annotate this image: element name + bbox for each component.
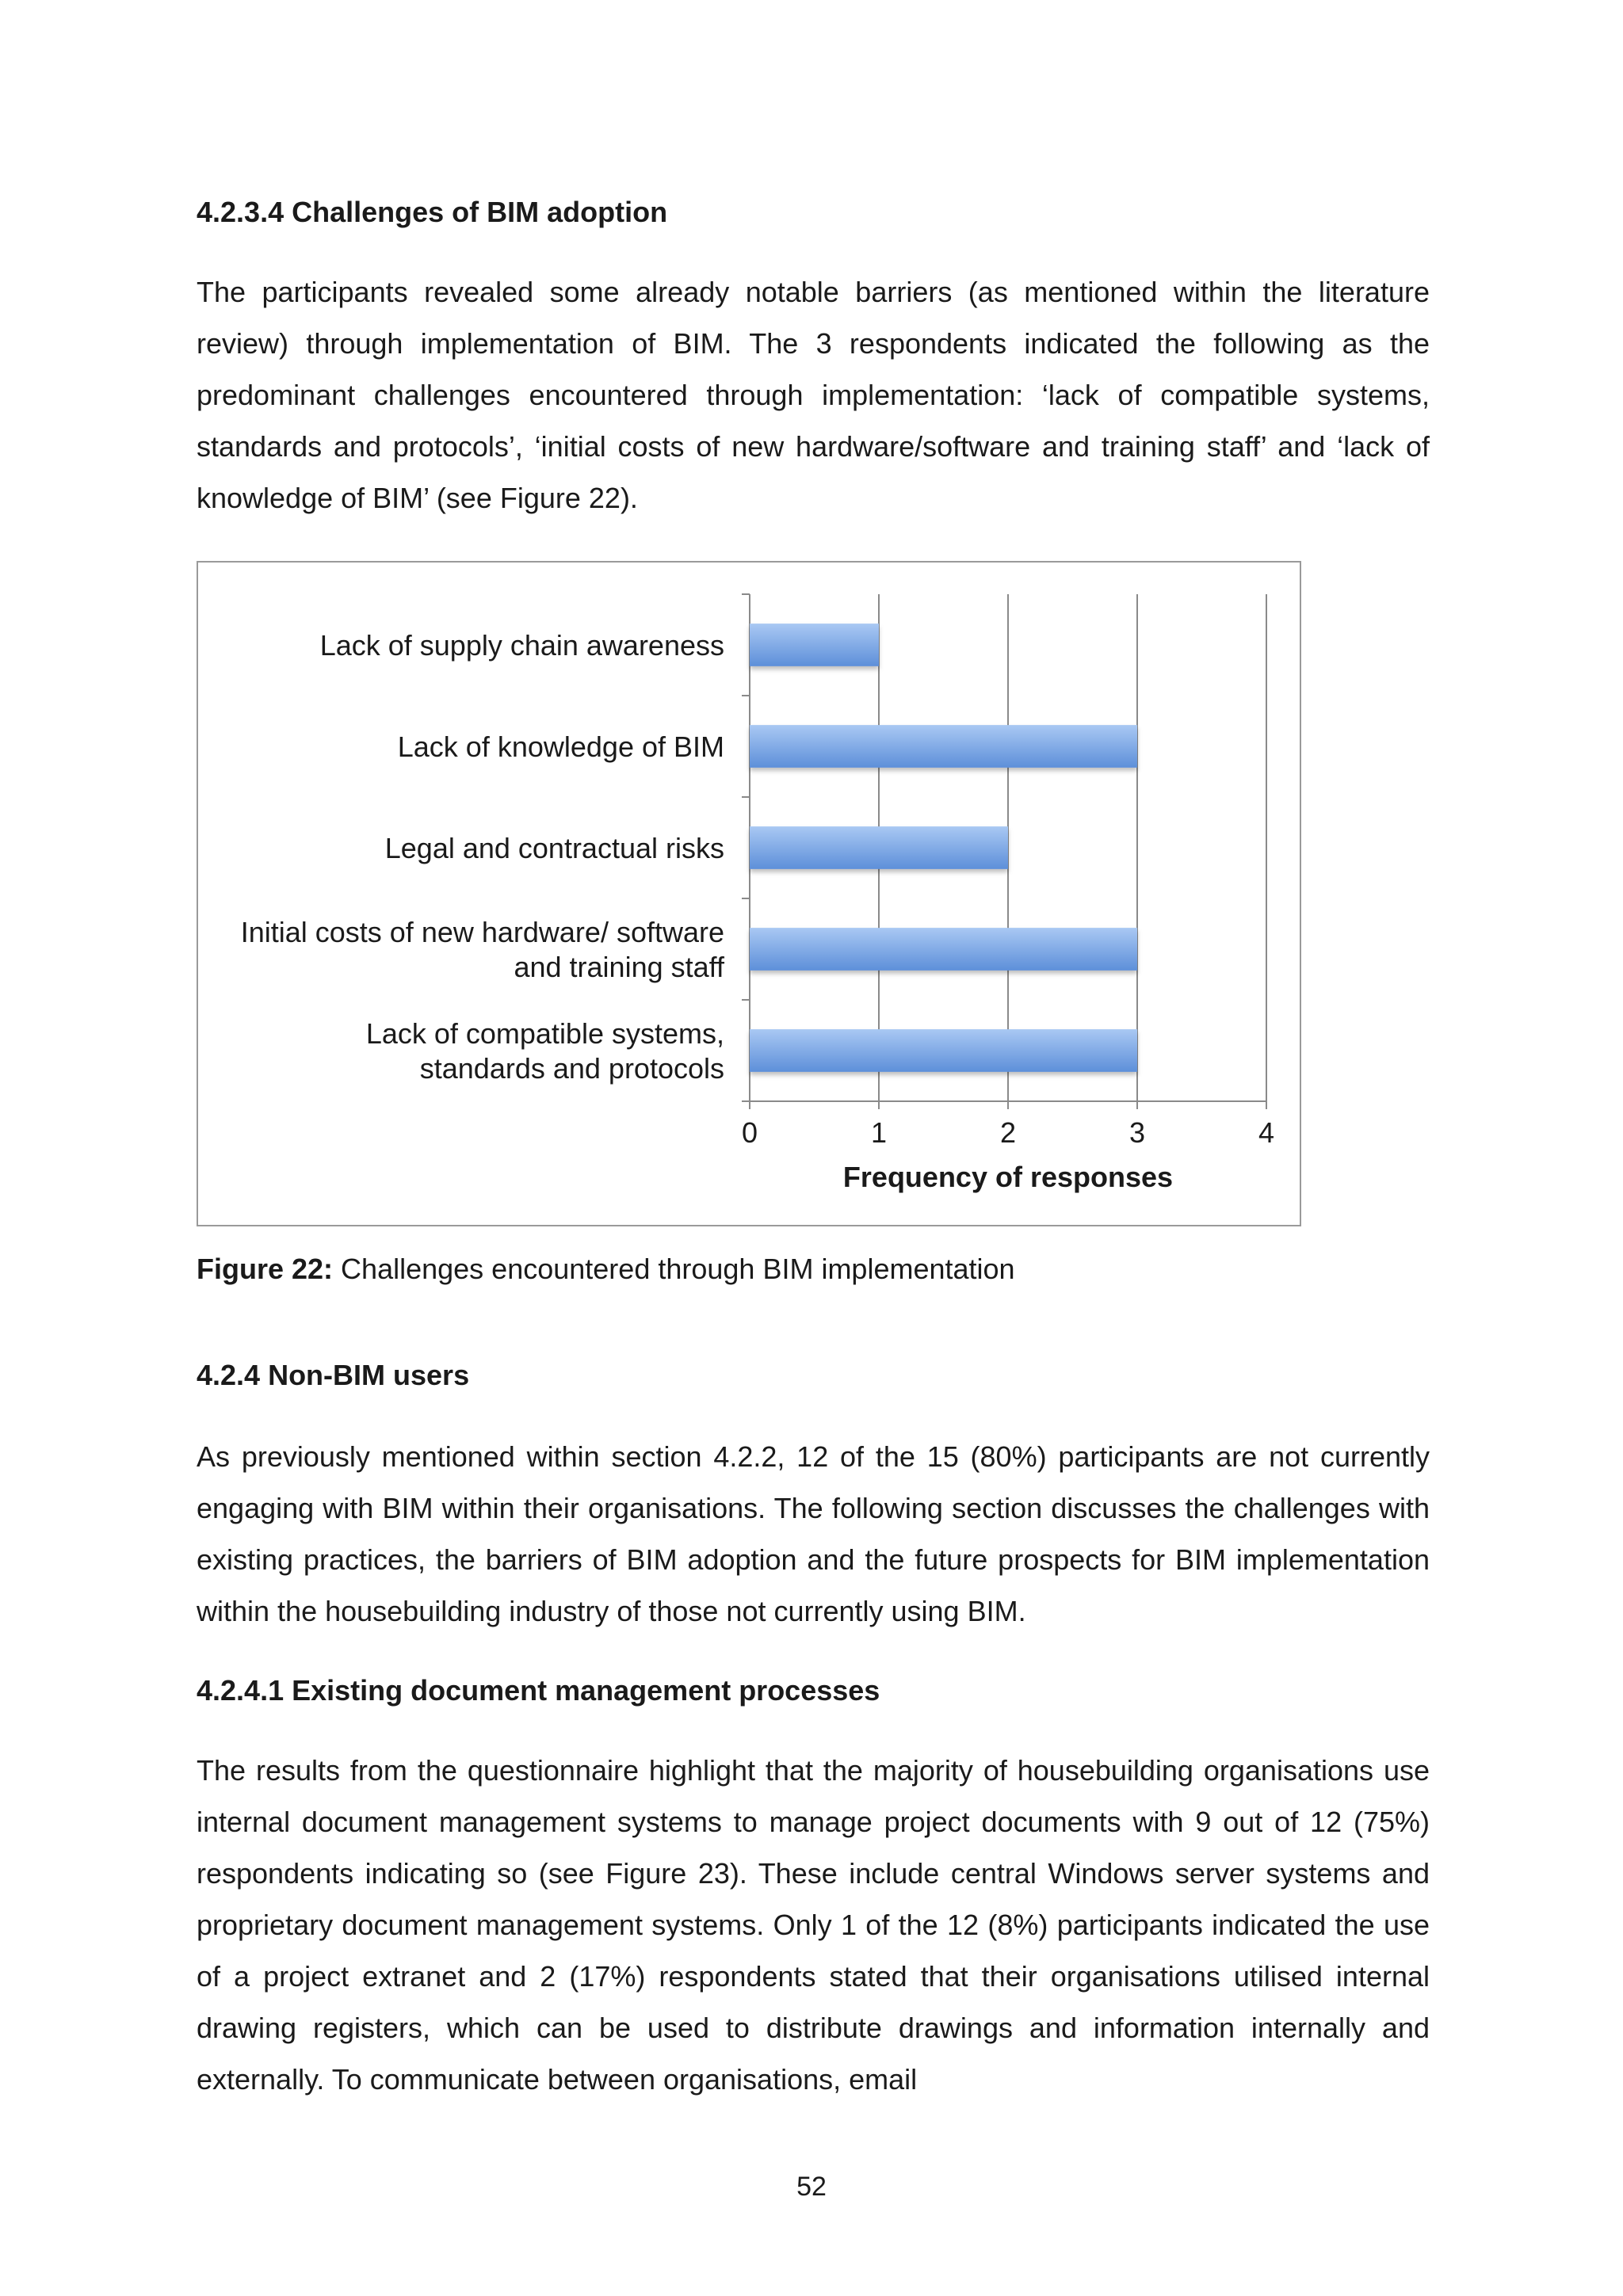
bar-chart — [198, 563, 1303, 1228]
x-tick-label: 4 — [1258, 1116, 1275, 1149]
x-tick-label: 3 — [1128, 1116, 1146, 1149]
category-label: Lack of supply chain awareness — [319, 629, 724, 662]
category-label: standards and protocols — [419, 1052, 724, 1085]
section-heading-docmgmt: 4.2.4.1 Existing document management processes — [197, 1674, 880, 1707]
bar-1 — [750, 624, 879, 666]
x-axis-title: Frequency of responses — [842, 1161, 1174, 1193]
bar-4 — [750, 928, 1137, 971]
category-label: and training staff — [514, 951, 724, 983]
bar-2 — [750, 725, 1137, 768]
paragraph-docmgmt: The results from the questionnaire highlight that the majority of housebuilding organisations use internal document management systems to manage project documents with 9 out of 12 (75%) respondents indicating so (see Figure 23). These include central Windows server systems and proprietary document management systems. Only 1 of the 12 (8%) participants indicated the use of a project extranet and 2 (17%) respondents stated that their organisations utilised internal drawing registers, which can be used to distribute drawings and information internally and externally. To communicate between organisations, email — [197, 1754, 1430, 2096]
category-label: Lack of knowledge of BIM — [397, 730, 724, 763]
section-heading-challenges: 4.2.3.4 Challenges of BIM adoption — [197, 196, 668, 228]
x-tick-label: 2 — [999, 1116, 1017, 1149]
x-tick-label: 1 — [870, 1116, 888, 1149]
category-label: Legal and contractual risks — [384, 832, 724, 864]
figure-caption — [197, 1250, 1015, 1288]
figure-caption-label: Figure 22: — [197, 1253, 334, 1285]
figure-22-chart — [197, 561, 1301, 1226]
bar-3 — [750, 826, 1008, 869]
bar-5 — [750, 1029, 1137, 1072]
category-label: Initial costs of new hardware/ software — [240, 916, 724, 948]
page-number: 52 — [796, 2172, 827, 2202]
paragraph-challenges: The participants revealed some already notable barriers (as mentioned within the literature review) through implementation of BIM. The 3 respondents indicated the following as the predominant challenges encountered through implementation: ‘lack of compatible systems, standards and protocols’, ‘initial costs of new hardware/software and training staff’ and ‘lack of knowledge of BIM’ (see Figure 22). — [197, 276, 1430, 514]
category-label: Lack of compatible systems, — [365, 1017, 724, 1050]
x-tick-label: 0 — [741, 1116, 758, 1149]
section-heading-nonbim: 4.2.4 Non-BIM users — [197, 1359, 470, 1391]
paragraph-nonbim: As previously mentioned within section 4.2.2, 12 of the 15 (80%) participants are not currently engaging with BIM within their organisations. The following section discusses the challenges with existing practices, the barriers of BIM adoption and the future prospects for BIM implementation within the housebuilding industry of those not currently using BIM. — [197, 1440, 1430, 1627]
figure-caption-text: Challenges encountered through BIM implementation — [333, 1253, 1015, 1285]
